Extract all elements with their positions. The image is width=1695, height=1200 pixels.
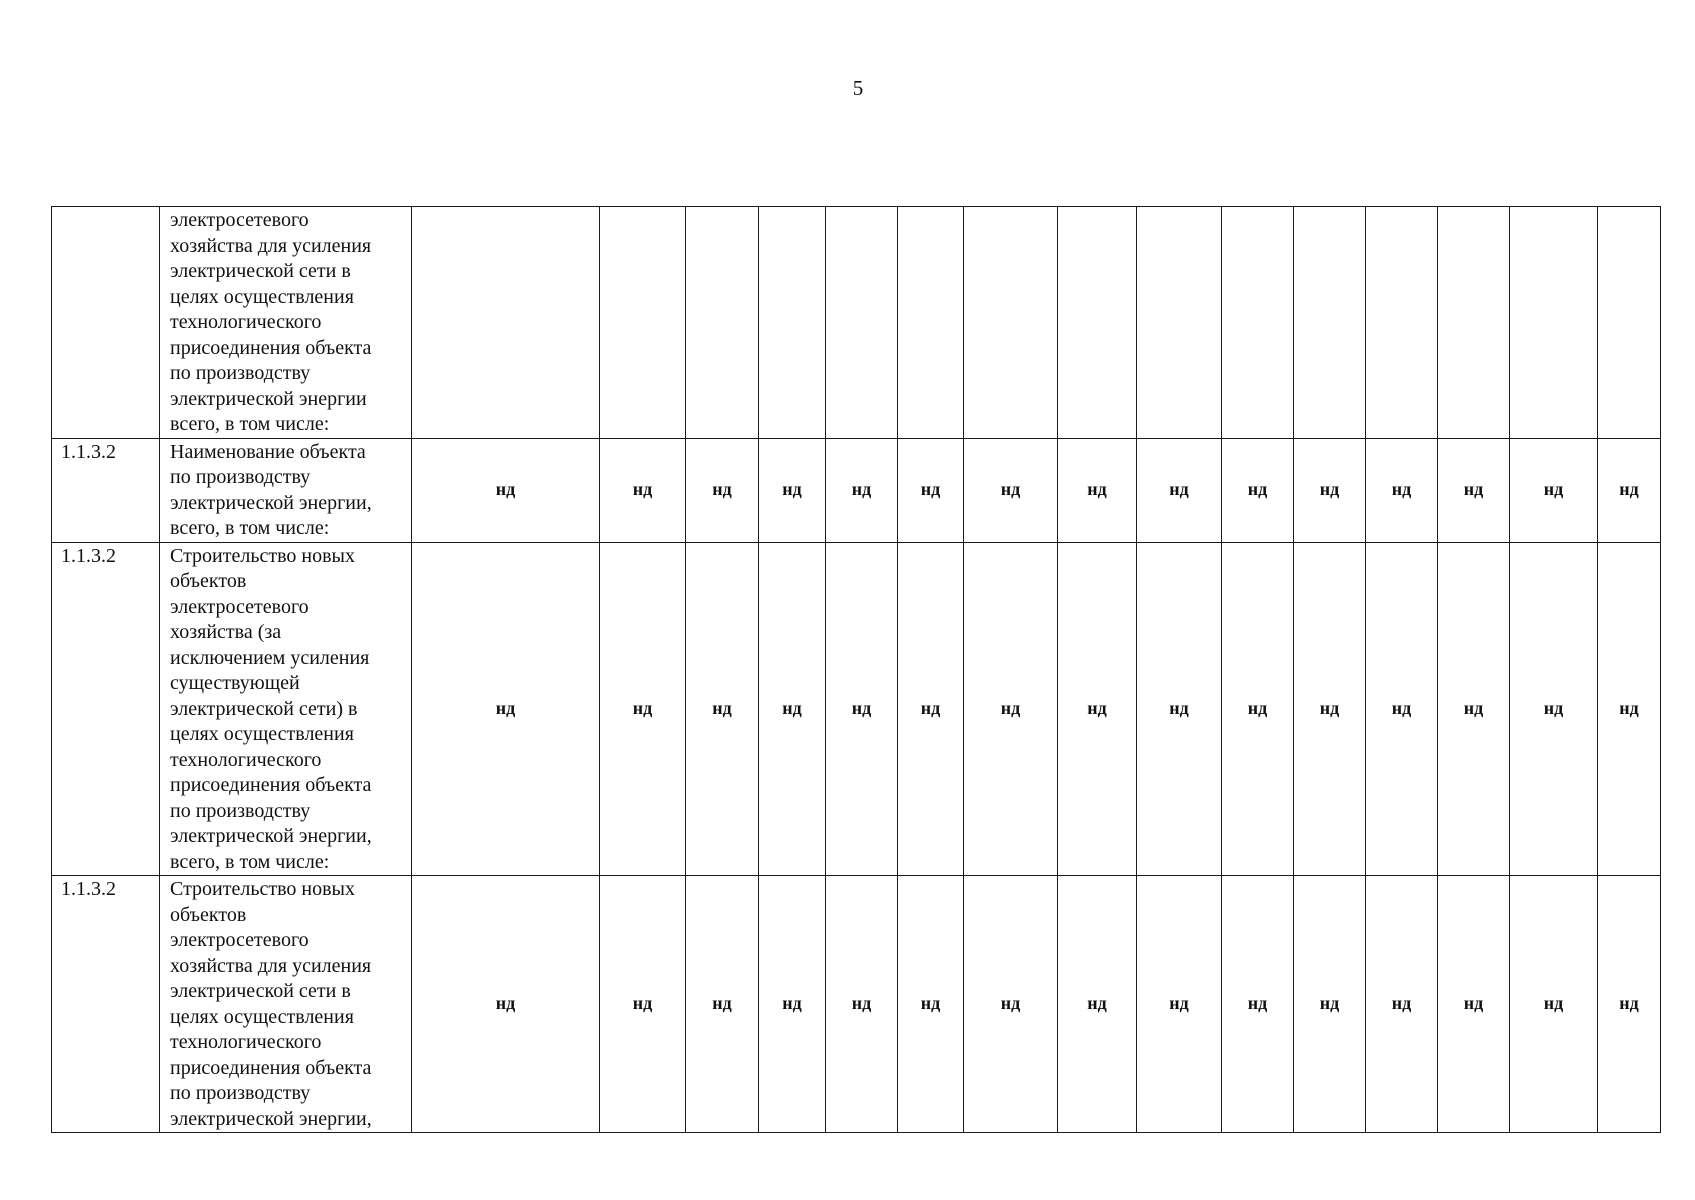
value-cell: нд — [1438, 438, 1510, 542]
value-cell: нд — [964, 876, 1058, 1133]
value-cell: нд — [600, 876, 686, 1133]
value-cell: нд — [898, 876, 964, 1133]
value-cell: нд — [1598, 542, 1661, 876]
table-row — [52, 876, 1661, 1133]
object-name-cell: Строительство новых объектов электросетевого хозяйства (за исключением усиления существующей электрической сети) в целях осуществления технологического присоединения объекта по производству электрической энергии, всего, в том числе: — [160, 542, 412, 876]
object-name-cell: Наименование объекта по производству электрической энергии, всего, в том числе: — [160, 438, 412, 542]
value-cell: нд — [1222, 438, 1294, 542]
value-cell: нд — [826, 876, 898, 1133]
value-cell — [600, 207, 686, 439]
row-number-cell — [52, 207, 160, 439]
value-cell: нд — [759, 876, 826, 1133]
value-cell: нд — [1058, 876, 1137, 1133]
table-row — [52, 542, 1661, 876]
value-cell: нд — [1510, 876, 1598, 1133]
value-cell: нд — [1294, 542, 1366, 876]
value-cell: нд — [600, 438, 686, 542]
value-cell: нд — [1366, 438, 1438, 542]
value-cell — [759, 207, 826, 439]
value-cell: нд — [686, 542, 759, 876]
value-cell: нд — [686, 438, 759, 542]
value-cell — [1294, 207, 1366, 439]
object-name-cell: электросетевого хозяйства для усиления электрической сети в целях осуществления технологического присоединения объекта по производству электрической энергии всего, в том числе: — [160, 207, 412, 439]
value-cell — [964, 207, 1058, 439]
value-cell: нд — [1510, 438, 1598, 542]
value-cell: нд — [1366, 876, 1438, 1133]
value-cell — [412, 207, 600, 439]
value-cell: нд — [1058, 542, 1137, 876]
value-cell: нд — [412, 438, 600, 542]
value-cell — [1222, 207, 1294, 439]
value-cell: нд — [1058, 438, 1137, 542]
value-cell: нд — [1294, 876, 1366, 1133]
value-cell: нд — [1137, 542, 1222, 876]
value-cell: нд — [1137, 876, 1222, 1133]
value-cell: нд — [1510, 542, 1598, 876]
value-cell: нд — [1438, 876, 1510, 1133]
table-row — [52, 438, 1661, 542]
value-cell — [1137, 207, 1222, 439]
value-cell: нд — [1438, 542, 1510, 876]
value-cell: нд — [826, 438, 898, 542]
value-cell: нд — [964, 542, 1058, 876]
value-cell: нд — [686, 876, 759, 1133]
value-cell: нд — [1294, 438, 1366, 542]
value-cell: нд — [412, 542, 600, 876]
row-number-cell: 1.1.3.2 — [52, 876, 160, 1133]
value-cell: нд — [826, 542, 898, 876]
value-cell — [1510, 207, 1598, 439]
value-cell — [1366, 207, 1438, 439]
value-cell: нд — [759, 542, 826, 876]
value-cell — [826, 207, 898, 439]
value-cell — [1058, 207, 1137, 439]
investment-program-table — [51, 206, 1661, 1133]
value-cell: нд — [600, 542, 686, 876]
row-number-cell: 1.1.3.2 — [52, 542, 160, 876]
value-cell: нд — [1598, 438, 1661, 542]
value-cell: нд — [1137, 438, 1222, 542]
value-cell: нд — [759, 438, 826, 542]
value-cell: нд — [1598, 876, 1661, 1133]
value-cell — [686, 207, 759, 439]
value-cell: нд — [964, 438, 1058, 542]
value-cell — [1438, 207, 1510, 439]
value-cell: нд — [1366, 542, 1438, 876]
row-number-cell: 1.1.3.2 — [52, 438, 160, 542]
value-cell: нд — [898, 542, 964, 876]
value-cell: нд — [1222, 542, 1294, 876]
object-name-cell: Строительство новых объектов электросетевого хозяйства для усиления электрической сети в целях осуществления технологического присоединения объекта по производству электрической энергии, — [160, 876, 412, 1133]
page-number: 5 — [852, 76, 864, 100]
table-body — [52, 207, 1661, 1133]
table-row — [52, 207, 1661, 439]
value-cell: нд — [898, 438, 964, 542]
value-cell: нд — [1222, 876, 1294, 1133]
value-cell — [898, 207, 964, 439]
value-cell — [1598, 207, 1661, 439]
value-cell: нд — [412, 876, 600, 1133]
